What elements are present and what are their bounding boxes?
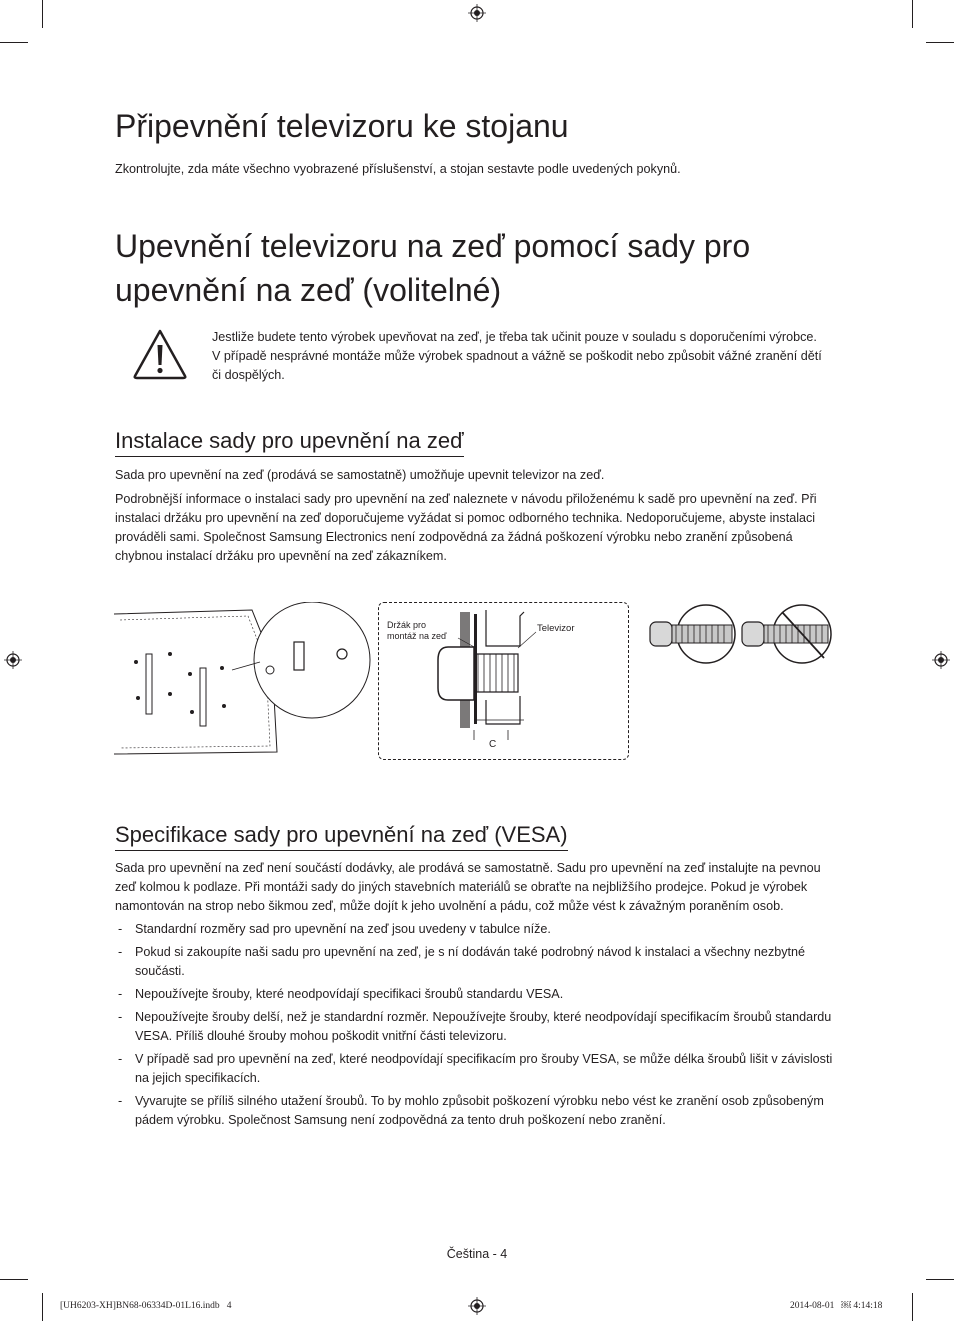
incorrect-screw-icon [738, 604, 834, 664]
page-number: Čeština - 4 [446, 1247, 508, 1261]
crop-mark [0, 1279, 28, 1280]
registration-mark-icon [468, 4, 486, 22]
footer-timestamp: 2014-08-01 ￼ 4:14:18 [790, 1301, 883, 1311]
vesa-paragraph: Sada pro upevnění na zeď není součástí dodávky, ale prodává se samostatně. Sadu pro upevnění na zeď instalujte na pevnou zeď kolmou k podlaze. Při montáži sady do jiných stavebních materiálů se obraťte na nejbližšího prodejce. Pokud je výrobek namontován na strop nebo šikmou zeď, může dojít k jeho uvolnění a pádu, což může vést k závažným poraněním osob. [115, 861, 821, 913]
crop-mark [926, 42, 954, 43]
label-c: C [489, 739, 497, 750]
section-title-install: Instalace sady pro upevnění na zeď [115, 428, 464, 457]
crop-mark [42, 1293, 43, 1321]
crop-mark [926, 1279, 954, 1280]
list-item: - Nepoužívejte šrouby, které neodpovídají specifikaci šroubů standardu VESA. [118, 987, 564, 1001]
warning-text: Jestliže budete tento výrobek upevňovat na zeď, je třeba tak učinit pouze v souladu s doporučeními výrobce. V případě nesprávné montáže může výrobek spadnout a vážně se poškodit nebo způsobit vážné zranění dětí či dospělých. [212, 330, 822, 382]
page-title: Připevnění televizoru ke stojanu [115, 108, 569, 144]
correct-screw-icon [646, 604, 742, 664]
warning-triangle-icon [131, 327, 189, 381]
crop-mark [912, 1293, 913, 1321]
section-title-vesa: Specifikace sady pro upevnění na zeď (VESA) [115, 822, 568, 851]
install-paragraph-2: Podrobnější informace o instalaci sady pro upevnění na zeď naleznete v návodu přiloženému k sadě pro upevnění na zeď. Při instalaci držáku pro upevnění na zeď doporučujeme vyžádat si pomoc odborného technika. Nedoporučujeme, abyste instalaci prováděli sami. Společnost Samsung Electronics není zodpovědná za žádná poškození výrobku nebo zranění způsobená chybnou instalací držáku pro upevnění na zeď zákazníkem. [115, 492, 817, 563]
label-bracket: Držák pro montáž na zeď [387, 620, 447, 641]
registration-mark-icon [932, 651, 950, 669]
intro-text: Zkontrolujte, zda máte všechno vyobrazené příslušenství, a stojan sestavte podle uvedených pokynů. [115, 162, 681, 176]
list-item: - Pokud si zakoupíte naši sadu pro upevnění na zeď, je s ní dodáván také podrobný návod k instalaci a všechny nezbytné součásti. [118, 945, 806, 978]
crop-mark [42, 0, 43, 28]
crop-mark [0, 42, 28, 43]
crop-mark [912, 0, 913, 28]
install-paragraph-1: Sada pro upevnění na zeď (prodává se samostatně) umožňuje upevnit televizor na zeď. [115, 468, 605, 482]
vesa-bullet-list [115, 920, 840, 1134]
tv-rear-bracket-illustration [112, 602, 374, 762]
label-tv: Televizor [537, 623, 575, 634]
list-item: - Vyvarujte se příliš silného utažení šroubů. To by mohlo způsobit poškození výrobku nebo vést ke zranění osob způsobeným pádem výrobku. Společnost Samsung není zodpovědná za tento druh poškození nebo zranění. [118, 1094, 824, 1127]
list-item: - Nepoužívejte šrouby delší, než je standardní rozměr. Nepoužívejte šrouby, které neodpovídají specifikacím šroubů standardu VESA. Příliš dlouhé šrouby mohou poškodit vnitřní části televizoru. [118, 1010, 832, 1043]
registration-mark-icon [4, 651, 22, 669]
list-item: - Standardní rozměry sad pro upevnění na zeď jsou uvedeny v tabulce níže. [118, 922, 551, 936]
list-item: - V případě sad pro upevnění na zeď, které neodpovídají specifikacím pro šrouby VESA, se může délka šroubů lišit v závislosti na jejich specifikacích. [118, 1052, 833, 1085]
footer-file-info: [UH6203-XH]BN68-06334D-01L16.indb 4 [60, 1301, 232, 1311]
registration-mark-icon [468, 1297, 486, 1315]
section-title-wall-mount: Upevnění televizoru na zeď pomocí sady pro upevnění na zeď (volitelné) [115, 228, 751, 308]
